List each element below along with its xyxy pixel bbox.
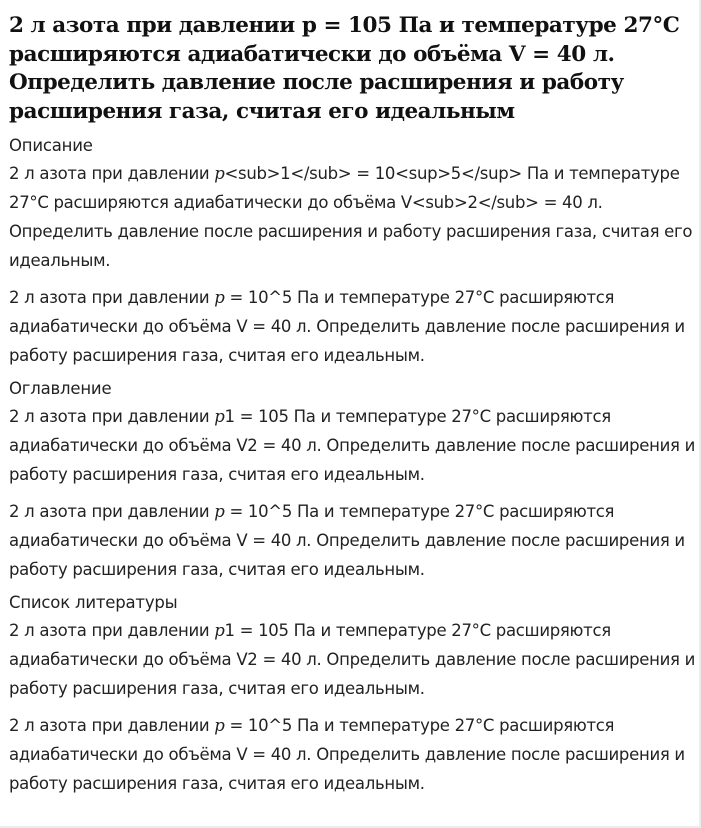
description-section: [9, 133, 699, 370]
description-paragraph: [9, 283, 697, 370]
pressure-variable: p: [214, 621, 225, 640]
pressure-variable: p: [214, 407, 225, 426]
page-title: 2 л азота при давлении p = 105 Па и температуре 27°С расширяются адиабатически до объёма V = 40 л. Определить давление после расширения и работу расширения газа, считая его идеальным: [9, 13, 680, 124]
pressure-variable: p: [214, 502, 225, 521]
paragraph-text-end: <sub>1</sub> = 10<sup>5</sup> Па и температуре 27°С расширяются адиабатически до объёма V<sub>2</sub> = 40 л. Определить давление после расширения и работу расширения газа, считая его идеальным.: [9, 164, 693, 270]
paragraph-text-end: = 10^5 Па и температуре 27°С расширяются адиабатически до объёма V = 40 л. Определить давление после расширения и работу расширения газа, считая его идеальным.: [9, 502, 685, 579]
pressure-variable: p: [214, 716, 225, 735]
pressure-variable: p: [214, 164, 225, 183]
paragraph-text-start: 2 л азота при давлении: [9, 716, 215, 735]
section-label-description: Описание: [9, 136, 93, 155]
paragraph-text-end: 1 = 105 Па и температуре 27°С расширяются адиабатически до объёма V2 = 40 л. Определить давление после расширения и работу расширения газа, считая его идеальным.: [9, 407, 696, 484]
paragraph-text-start: 2 л азота при давлении: [9, 502, 215, 521]
references-paragraph-2: [9, 711, 697, 798]
paragraph-text-end: 1 = 105 Па и температуре 27°С расширяются адиабатически до объёма V2 = 40 л. Определить давление после расширения и работу расширения газа, считая его идеальным.: [9, 621, 696, 698]
contents-paragraph-1: [9, 402, 697, 489]
section-label-references: Список литературы: [9, 593, 178, 612]
references-paragraph-1: [9, 616, 697, 703]
paragraph-text-start: 2 л азота при давлении: [9, 164, 215, 183]
paragraph-text-end: = 10^5 Па и температуре 27°С расширяются адиабатически до объёма V = 40 л. Определить давление после расширения и работу расширения газа, считая его идеальным.: [9, 288, 685, 365]
paragraph-text-start: 2 л азота при давлении: [9, 288, 215, 307]
contents-section: [9, 376, 699, 584]
paragraph-text-end: = 10^5 Па и температуре 27°С расширяются адиабатически до объёма V = 40 л. Определить давление после расширения и работу расширения газа, считая его идеальным.: [9, 716, 685, 793]
contents-paragraph-2: [9, 497, 697, 584]
paragraph-text-start: 2 л азота при давлении: [9, 621, 215, 640]
paragraph-text-start: 2 л азота при давлении: [9, 407, 215, 426]
pressure-variable: p: [214, 288, 225, 307]
references-section: [9, 590, 699, 798]
description-paragraph-raw: [9, 159, 697, 275]
section-label-contents: Оглавление: [9, 379, 112, 398]
